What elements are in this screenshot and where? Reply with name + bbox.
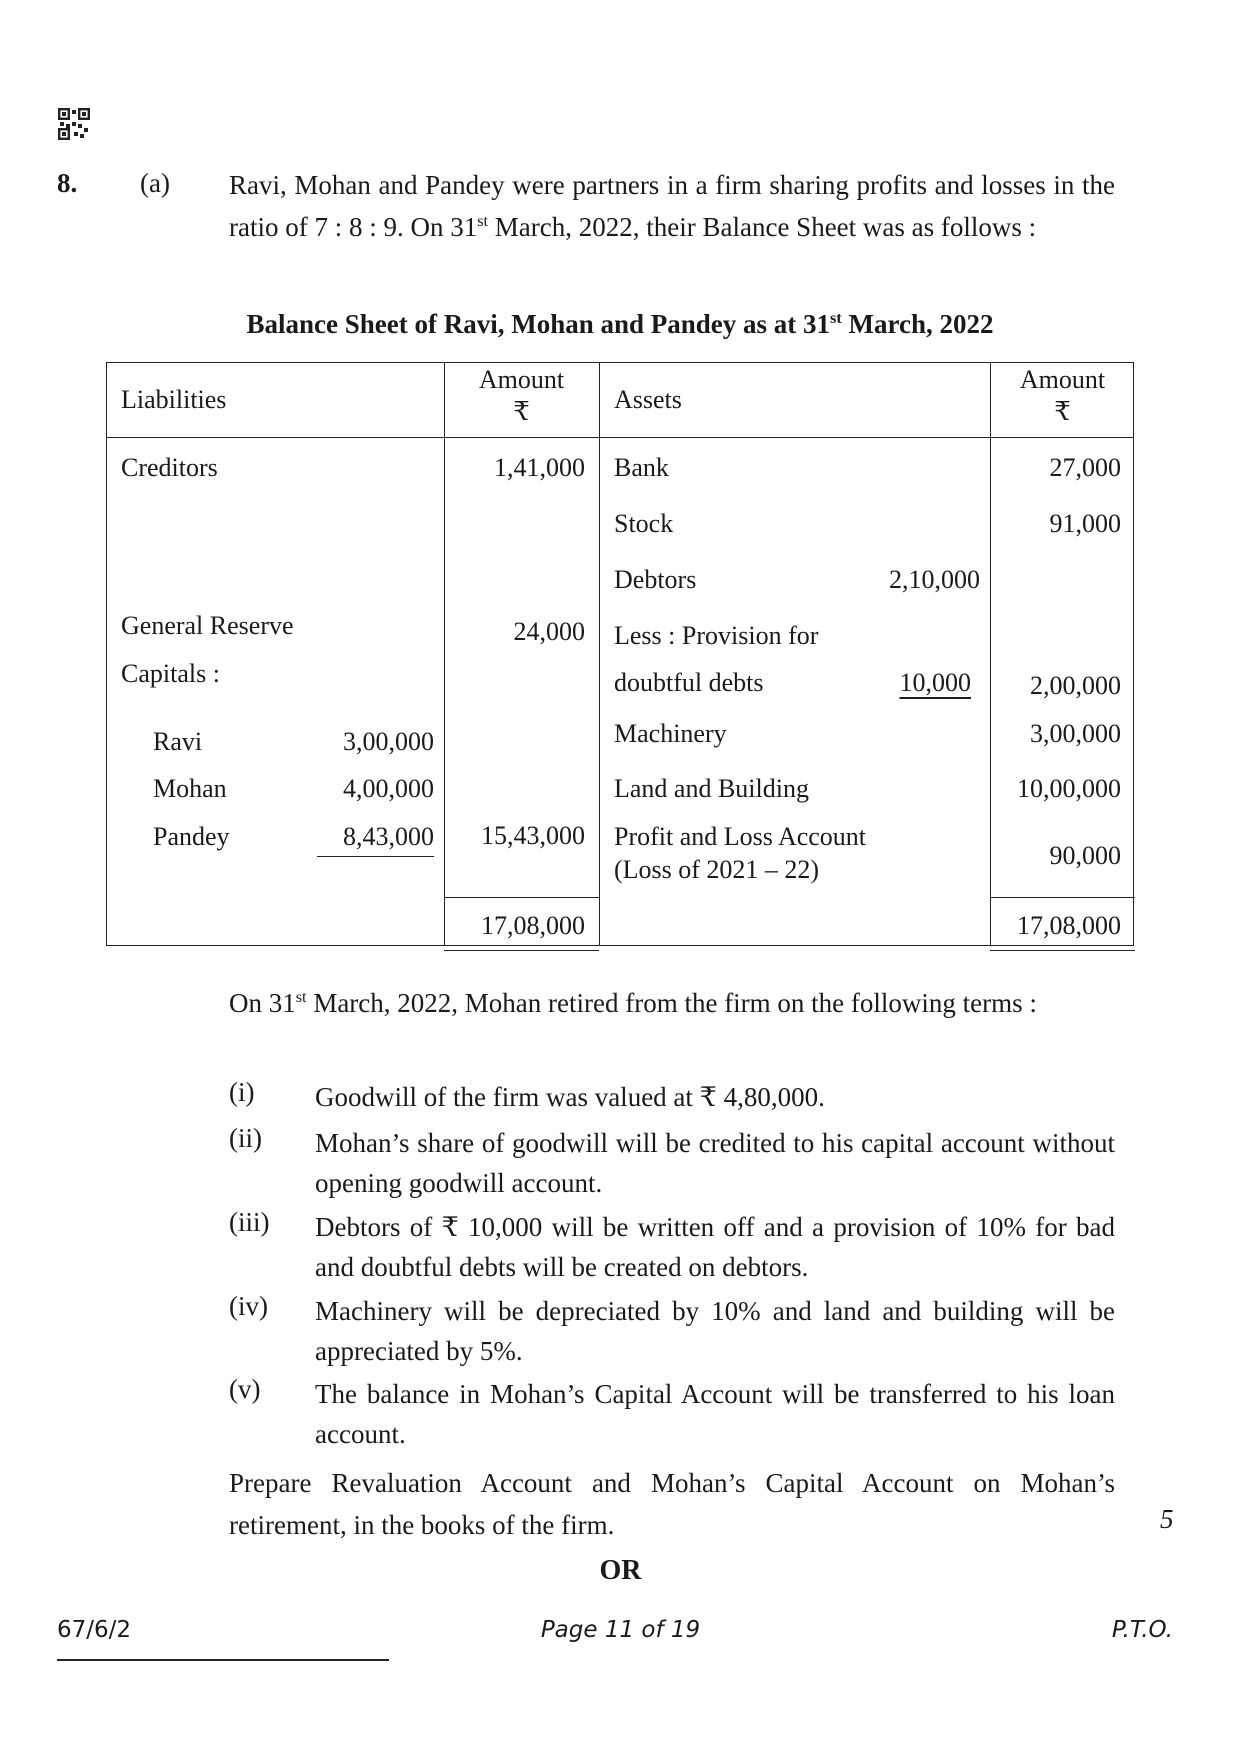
provision-amount: 10,000 <box>899 668 971 697</box>
marks-label: 5 <box>1160 1504 1174 1534</box>
balance-sheet-table <box>106 362 1134 946</box>
stock-amount: 91,000 <box>1049 509 1121 538</box>
header-assets: Assets <box>614 385 682 414</box>
term-number: (v) <box>229 1374 261 1404</box>
general-reserve-label: General Reserve <box>121 611 294 640</box>
capital-ravi-amount: 3,00,000 <box>343 727 434 756</box>
bank-amount: 27,000 <box>1049 453 1121 482</box>
capital-ravi-label: Ravi <box>153 727 203 756</box>
or-separator: OR <box>599 1555 642 1586</box>
capitals-total-amount: 15,43,000 <box>481 821 585 850</box>
header-currency-assets: ₹ <box>1054 397 1071 426</box>
debtors-label: Debtors <box>614 565 697 594</box>
capital-pandey-label: Pandey <box>153 822 230 851</box>
header-amount-assets: Amount <box>1019 365 1106 394</box>
bank-label: Bank <box>614 453 669 482</box>
paper-code: 67/6/2 <box>57 1617 132 1643</box>
term-text: Machinery will be depreciated by 10% and land and building will be appreciated by 5%. <box>315 1296 1115 1366</box>
creditors-label: Creditors <box>121 453 218 482</box>
instruction-text: Prepare Revaluation Account and Mohan’s Capital Account on Mohan’s retirement, in the books of the firm. <box>229 1468 1115 1540</box>
land-building-label: Land and Building <box>614 774 809 803</box>
liabilities-total: 17,08,000 <box>481 911 585 940</box>
stock-label: Stock <box>614 509 674 538</box>
balance-sheet-title: Balance Sheet of Ravi, Mohan and Pandey as at 31st March, 2022 <box>246 309 994 339</box>
retirement-intro: On 31st March, 2022, Mohan retired from the firm on the following terms : <box>229 988 1037 1018</box>
header-amount-liabilities: Amount <box>478 365 565 394</box>
question-part: (a) <box>140 168 170 198</box>
term-text: Mohan’s share of goodwill will be credited to his capital account without opening goodwill account. <box>315 1128 1115 1198</box>
capital-mohan-amount: 4,00,000 <box>343 774 434 803</box>
pto-label: P.T.O. <box>1111 1617 1173 1643</box>
page-number: Page 11 of 19 <box>540 1617 701 1643</box>
term-number: (i) <box>229 1077 255 1107</box>
debtors-amount: 2,10,000 <box>889 565 980 594</box>
term-number: (ii) <box>229 1123 262 1153</box>
term-text: Debtors of ₹ 10,000 will be written off and a provision of 10% for bad and doubtful debts will be created on debtors. <box>315 1212 1115 1282</box>
qr-code-icon <box>58 108 90 140</box>
header-liabilities: Liabilities <box>121 385 227 414</box>
question-intro: Ravi, Mohan and Pandey were partners in a firm sharing profits and losses in the ratio of 7 : 8 : 9. On 31st March, 2022, their Balance Sheet was as follows : <box>229 170 1115 242</box>
less-provision-label: Less : Provision for <box>614 621 819 650</box>
question-number: 8. <box>57 168 78 198</box>
pl-account-label: Profit and Loss Account <box>614 822 867 851</box>
footer-rule <box>57 1659 389 1661</box>
pl-account-amount: 90,000 <box>1049 841 1121 870</box>
net-debtors-amount: 2,00,000 <box>1030 671 1121 700</box>
term-text: Goodwill of the firm was valued at ₹ 4,80,000. <box>315 1082 825 1112</box>
capital-pandey-amount: 8,43,000 <box>317 822 434 857</box>
term-text: The balance in Mohan’s Capital Account will be transferred to his loan account. <box>315 1379 1115 1449</box>
term-number: (iii) <box>229 1207 270 1237</box>
header-currency-liabilities: ₹ <box>513 397 530 426</box>
pl-account-note: (Loss of 2021 – 22) <box>614 855 820 884</box>
machinery-label: Machinery <box>614 719 727 748</box>
machinery-amount: 3,00,000 <box>1030 719 1121 748</box>
doubtful-debts-label: doubtful debts <box>614 668 764 697</box>
assets-total: 17,08,000 <box>1017 911 1121 940</box>
term-number: (iv) <box>229 1291 268 1321</box>
land-building-amount: 10,00,000 <box>1017 774 1121 803</box>
creditors-amount: 1,41,000 <box>494 453 585 482</box>
capitals-label: Capitals : <box>121 659 220 688</box>
general-reserve-amount: 24,000 <box>513 617 585 646</box>
capital-mohan-label: Mohan <box>153 774 227 803</box>
